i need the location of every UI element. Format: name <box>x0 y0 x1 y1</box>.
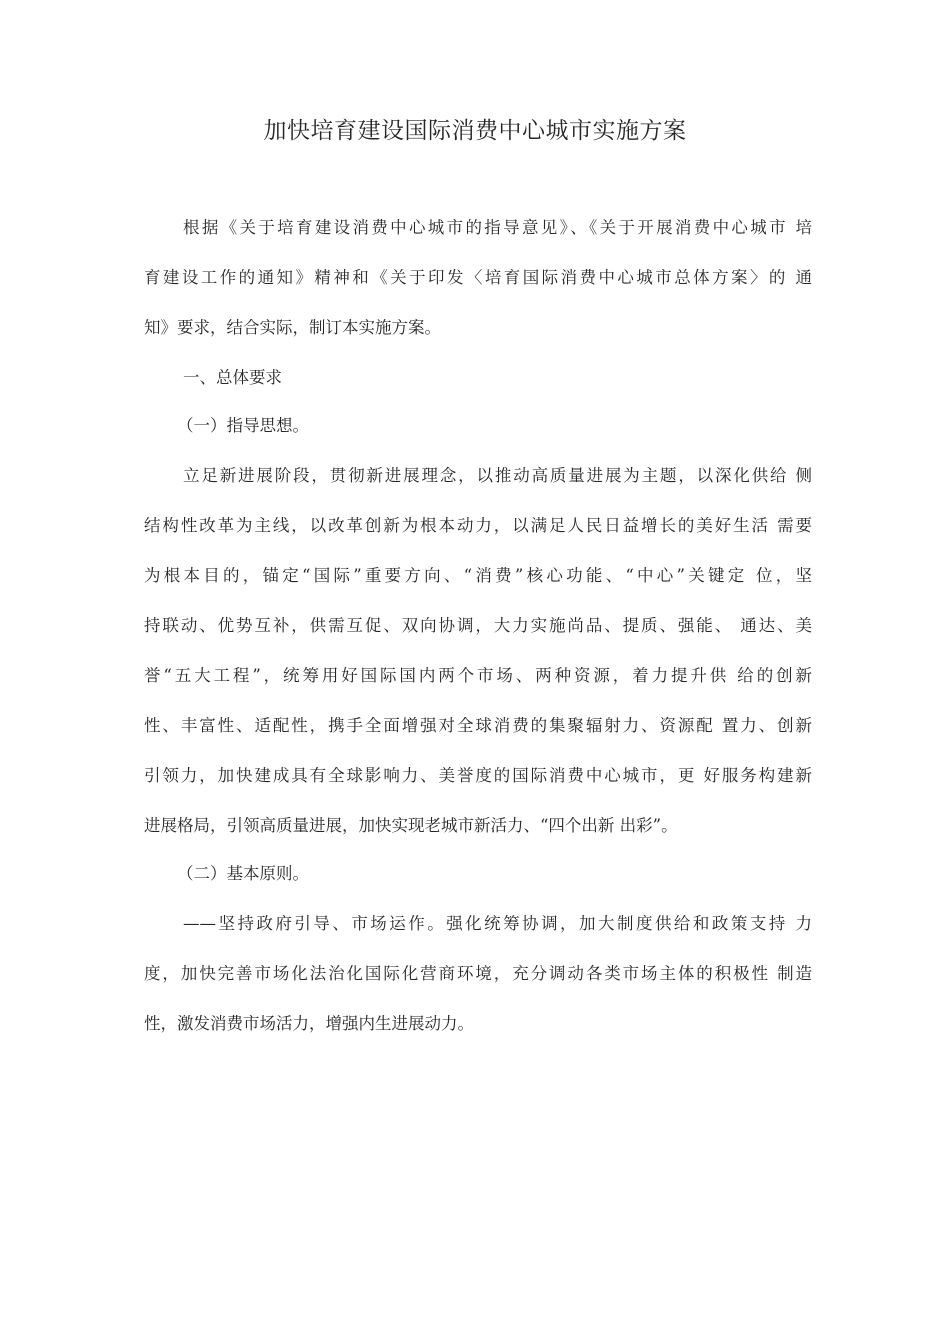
subsection-heading-guiding-ideology: （一）指导思想。 <box>177 416 309 435</box>
guiding-line-8: 进展格局，引领高质量进展，加快实现老城市新活力、“四个出新 出彩”。 <box>144 816 678 835</box>
section-heading-general-requirements: 一、总体要求 <box>183 368 282 387</box>
guiding-line-4: 持联动、优势互补，供需互促、双向协调，大力实施尚品、提质、强能、 通达、美 <box>144 616 812 635</box>
intro-line-1: 根据《关于培育建设消费中心城市的指导意见》、《关于开展消费中心城市 培 <box>183 218 812 237</box>
intro-line-2: 育建设工作的通知》精神和《关于印发〈培育国际消费中心城市总体方案〉的 通 <box>144 268 812 287</box>
principle-line-3: 性，激发消费市场活力，增强内生进展动力。 <box>144 1014 474 1033</box>
principle-line-1: ——坚持政府引导、市场运作。强化统筹协调，加大制度供给和政策支持 力 <box>183 914 812 933</box>
intro-line-3: 知》要求，结合实际，制订本实施方案。 <box>144 318 441 337</box>
subsection-heading-basic-principles: （二）基本原则。 <box>177 864 309 883</box>
guiding-line-6: 性、丰富性、适配性，携手全面增强对全球消费的集聚辐射力、资源配 置力、创新 <box>144 716 812 735</box>
guiding-line-1: 立足新进展阶段，贯彻新进展理念，以推动高质量进展为主题，以深化供给 侧 <box>183 466 812 485</box>
guiding-line-3: 为根本目的，锚定“国际”重要方向、“消费”核心功能、“中心”关键定 位，坚 <box>144 566 812 585</box>
document-title: 加快培育建设国际消费中心城市实施方案 <box>263 118 687 144</box>
guiding-line-7: 引领力，加快建成具有全球影响力、美誉度的国际消费中心城市，更 好服务构建新 <box>144 766 812 785</box>
principle-line-2: 度，加快完善市场化法治化国际化营商环境，充分调动各类市场主体的积极性 制造 <box>144 964 812 983</box>
guiding-line-2: 结构性改革为主线，以改革创新为根本动力，以满足人民日益增长的美好生活 需要 <box>144 516 812 535</box>
guiding-line-5: 誉“五大工程”，统筹用好国际国内两个市场、两种资源，着力提升供 给的创新 <box>144 666 812 685</box>
